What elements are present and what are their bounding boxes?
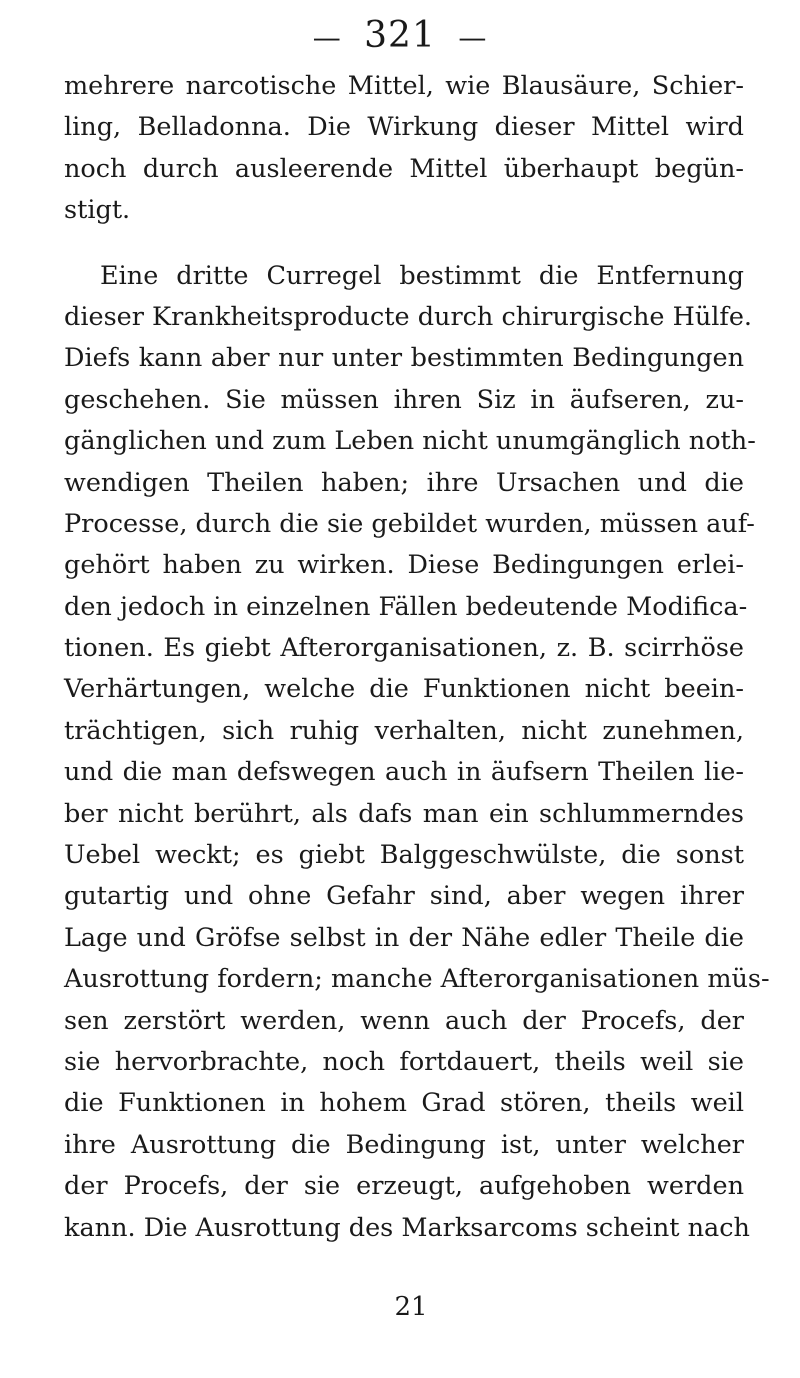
text-line: Eine dritte Curregel bestimmt die Entfernung <box>100 260 744 291</box>
text-line: geschehen. Sie müssen ihren Siz in äufseren, zu- <box>64 384 744 415</box>
text-line: und die man defswegen auch in äufsern Theilen lie- <box>64 757 744 788</box>
text-line: gänglichen und zum Leben nicht unumgänglich noth- <box>64 426 756 457</box>
signature-mark <box>0 1292 800 1322</box>
paragraph-gap <box>64 232 744 256</box>
text-line: Uebel weckt; es giebt Balggeschwülste, die sonst <box>64 840 744 871</box>
text-line: sen zerstört werden, wenn auch der Procefs, der <box>64 1005 744 1036</box>
text-line: kann. Die Ausrottung des Marksarcoms scheint nach <box>64 1212 750 1243</box>
text-line: ber nicht berührt, als dafs man ein schlummerndes <box>64 798 744 829</box>
text-line: gehört haben zu wirken. Diese Bedingungen erlei- <box>64 550 744 581</box>
text-line: Ausrottung fordern; manche Afterorganisationen müs- <box>64 964 770 995</box>
header-right-mark: — <box>458 21 488 54</box>
text-line: die Funktionen in hohem Grad stören, theils weil <box>64 1088 744 1119</box>
text-line: gutartig und ohne Gefahr sind, aber wegen ihrer <box>64 881 744 912</box>
page-header <box>0 14 800 60</box>
text-line: ling, Belladonna. Die Wirkung dieser Mittel wird <box>64 112 744 143</box>
text-line: ihre Ausrottung die Bedingung ist, unter welcher <box>64 1129 744 1160</box>
text-line: der Procefs, der sie erzeugt, aufgehoben werden <box>64 1171 744 1202</box>
text-line: tionen. Es giebt Afterorganisationen, z. B. scirrhöse <box>64 633 744 664</box>
paragraph-2 <box>64 256 770 1249</box>
text-line: trächtigen, sich ruhig verhalten, nicht zunehmen, <box>64 715 744 746</box>
text-line: Diefs kann aber nur unter bestimmten Bedingungen <box>64 343 744 374</box>
text-line: den jedoch in einzelnen Fällen bedeutende Modifica- <box>64 591 748 622</box>
paragraph-1 <box>64 66 744 232</box>
text-line: dieser Krankheitsproducte durch chirurgische Hülfe. <box>64 301 753 332</box>
page-number: 321 <box>364 15 436 56</box>
text-line: Lage und Gröfse selbst in der Nähe edler Theile die <box>64 922 744 953</box>
text-line: stigt. <box>64 195 131 226</box>
text-line: wendigen Theilen haben; ihre Ursachen und die <box>64 467 744 498</box>
signature-number: 21 <box>394 1292 428 1322</box>
text-line: noch durch ausleerende Mittel überhaupt begün- <box>64 153 744 184</box>
text-line: Verhärtungen, welche die Funktionen nicht beein- <box>64 674 744 705</box>
body-text <box>64 66 770 1249</box>
text-line: Processe, durch die sie gebildet wurden, müssen auf- <box>64 508 755 539</box>
text-line: sie hervorbrachte, noch fortdauert, theils weil sie <box>64 1046 744 1077</box>
header-left-mark: — <box>312 21 342 54</box>
text-line: mehrere narcotische Mittel, wie Blausäure, Schier- <box>64 71 744 101</box>
